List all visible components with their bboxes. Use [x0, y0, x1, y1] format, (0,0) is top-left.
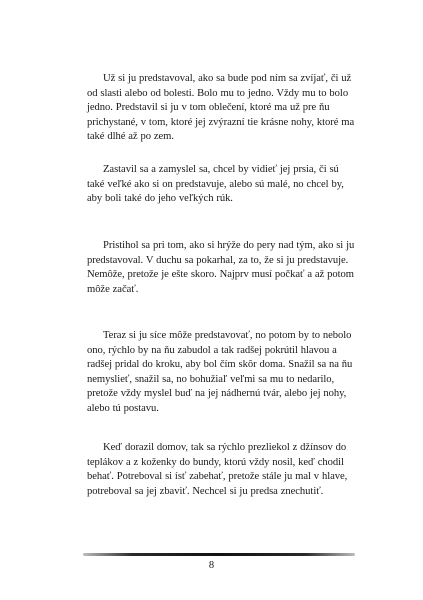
paragraph-5: Keď dorazil domov, tak sa rýchlo prezliekol z džínsov do teplákov a z koženky do bundy, ktorú vždy nosil, keď chodil behať. Potreboval si ísť zabehať, pretože stále ju mal v hlave, potreboval sa jej zbaviť. Nechcel si ju predsa znechutiť.	[87, 442, 348, 497]
paragraph-4: Teraz si ju síce môže predstavovať, no potom by to nebolo ono, rýchlo by na ňu zabudol a tak radšej pokrútil hlavou a radšej pridal do kroku, aby bol čím skôr doma. Snažil sa na ňu nemyslieť, snažil sa, no bohužiaľ veľmi sa mu to nedarilo, pretože vždy myslel buď na jej nádhernú tvár, alebo jej nohy, alebo tú postavu.	[87, 330, 353, 414]
footer-divider	[83, 553, 355, 556]
paragraph-1: Už si ju predstavoval, ako sa bude pod ním sa zvíjať, či už od slasti alebo od bolesti. Bolo mu to jedno. Vždy mu to bolo jedno. Predstavil si ju v tom oblečení, ktoré ma už pre ňu prichystané, v tom, ktoré jej zvýrazní tie krásne nohy, ktoré ma také dlhé až po zem.	[87, 73, 355, 143]
page-number: 8	[208, 560, 215, 571]
paragraph-2: Zastavil sa a zamyslel sa, chcel by vidieť jej prsia, či sú také veľké ako si on predstavuje, alebo sú malé, no chcel by, aby boli také do jeho veľkých rúk.	[87, 164, 344, 205]
paragraph-3: Pristihol sa pri tom, ako si hrýže do pery nad tým, ako si ju predstavoval. V duchu sa pokarhal, za to, že si ju predstavuje. Nemôže, pretože je ešte skoro. Najprv musí počkať a až potom môže začať.	[87, 240, 355, 295]
